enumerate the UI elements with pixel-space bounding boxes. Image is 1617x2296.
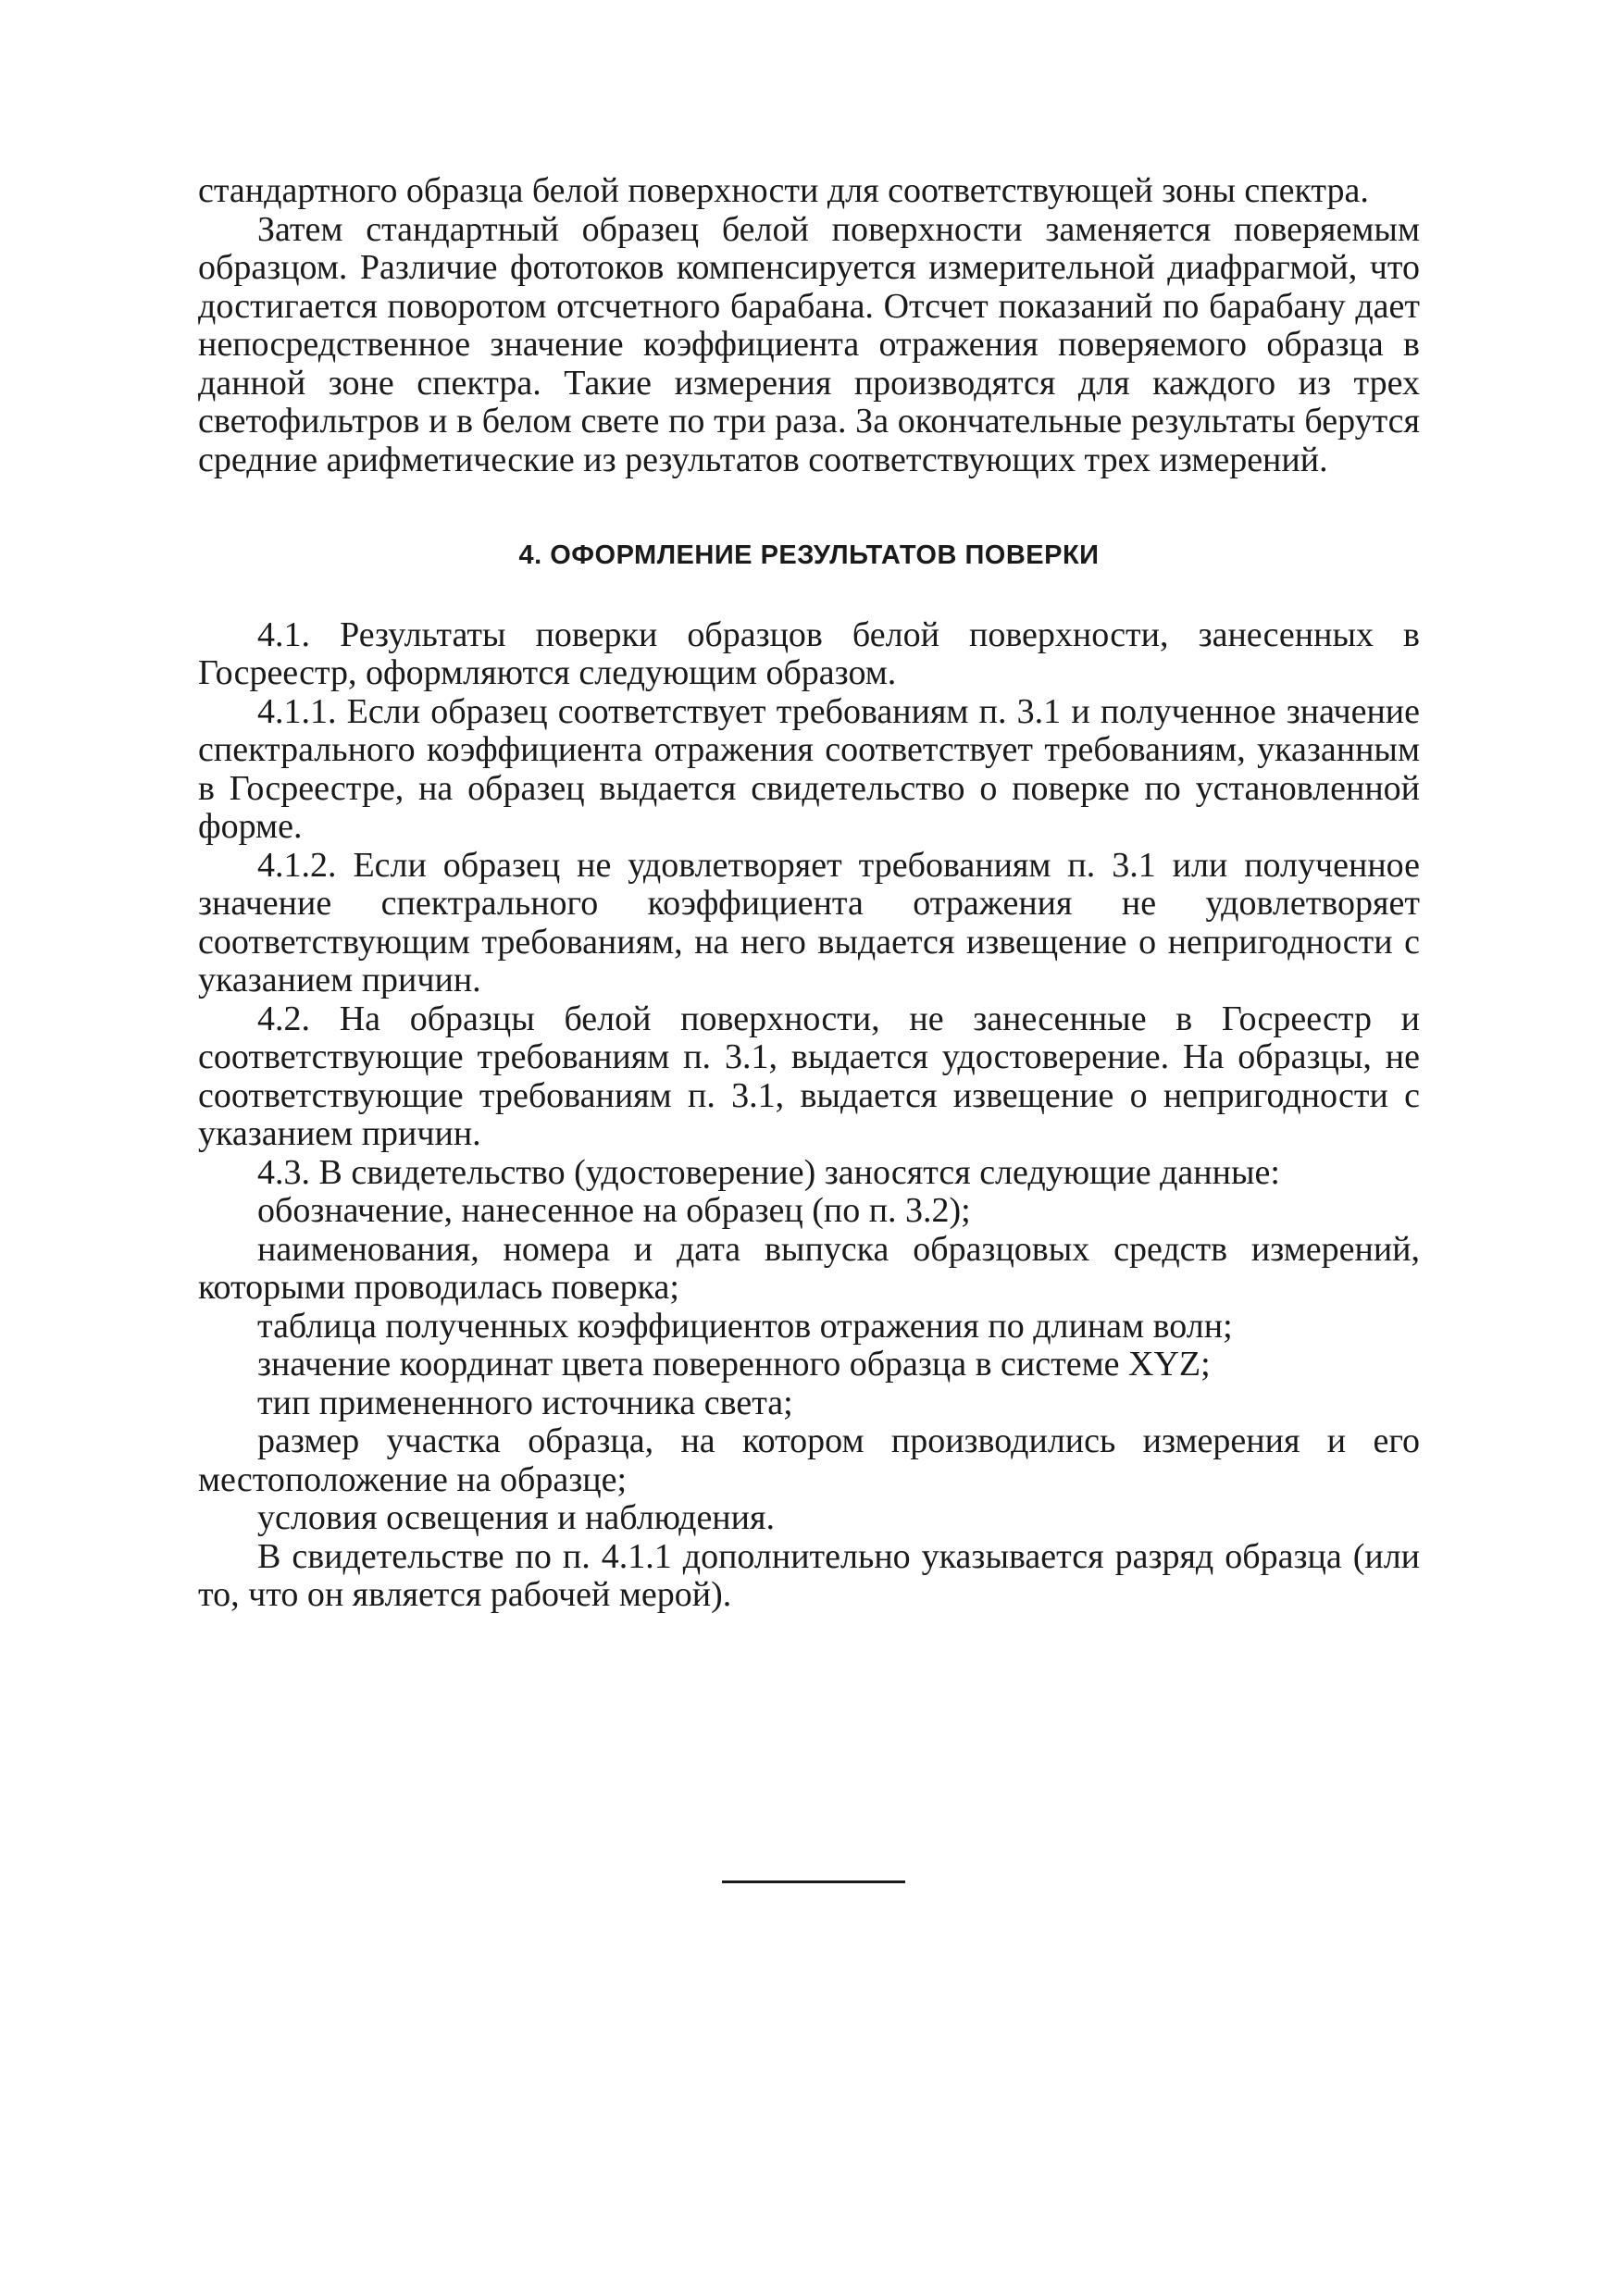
list-item: обозначение, нанесенное на образец (по п. 3.2);: [257, 1191, 971, 1230]
end-rule-divider: [722, 1880, 905, 1883]
list-item: размер участка образца, на котором производились измерения и его местоположение на образце;: [198, 1421, 1420, 1499]
document-page: [198, 172, 1420, 1615]
paragraph-4-3: 4.3. В свидетельство (удостоверение) заносятся следующие данные:: [257, 1152, 1280, 1192]
paragraph-4-1-1: 4.1.1. Если образец соответствует требованиям п. 3.1 и полученное значение спектрального коэффициента отражения соответствует требованиям, указанным в Госреестре, на образец выдается свидетельство о поверке по установленной форме.: [198, 691, 1420, 846]
list-item: тип примененного источника света;: [257, 1383, 793, 1422]
paragraph-4-1: 4.1. Результаты поверки образцов белой поверхности, занесенных в Госреестр, оформляются следующим образом.: [198, 614, 1420, 692]
closing-paragraph: В свидетельстве по п. 4.1.1 дополнительно указывается разряд образца (или то, что он является рабочей мерой).: [198, 1536, 1420, 1614]
list-item: условия освещения и наблюдения.: [257, 1498, 775, 1537]
section-heading: 4. ОФОРМЛЕНИЕ РЕЗУЛЬТАТОВ ПОВЕРКИ: [518, 540, 1100, 570]
paragraph-4-2: 4.2. На образцы белой поверхности, не занесенные в Госреестр и соответствующие требованиям п. 3.1, выдается удостоверение. На образцы, не соответствующие требованиям п. 3.1, выдается извещение о непригодности с указанием причин.: [198, 999, 1420, 1153]
list-item: наименования, номера и дата выпуска образцовых средств измерений, которыми проводилась поверка;: [198, 1229, 1420, 1307]
list-item: значение координат цвета поверенного образца в системе XYZ;: [257, 1345, 1211, 1384]
paragraph-continuation: стандартного образца белой поверхности для соответствующей зоны спектра.: [198, 171, 1369, 210]
paragraph-measurement: Затем стандартный образец белой поверхности заменяется поверяемым образцом. Различие фототоков компенсируется измерительной диафрагмой, что достигается поворотом отсчетного барабана. Отсчет показаний по барабану дает непосредственное значение коэффициента отражения поверяемого образца в данной зоне спектра. Такие измерения производятся для каждого из трех светофильтров и в белом свете по три раза. За окончательные результаты берутся средние арифметические из результатов соответствующих трех измерений.: [198, 209, 1420, 479]
list-item: таблица полученных коэффициентов отражения по длинам волн;: [257, 1306, 1233, 1346]
paragraph-4-1-2: 4.1.2. Если образец не удовлетворяет требованиям п. 3.1 или полученное значение спектрального коэффициента отражения не удовлетворяет соответствующим требованиям, на него выдается извещение о непригодности с указанием причин.: [198, 845, 1420, 999]
